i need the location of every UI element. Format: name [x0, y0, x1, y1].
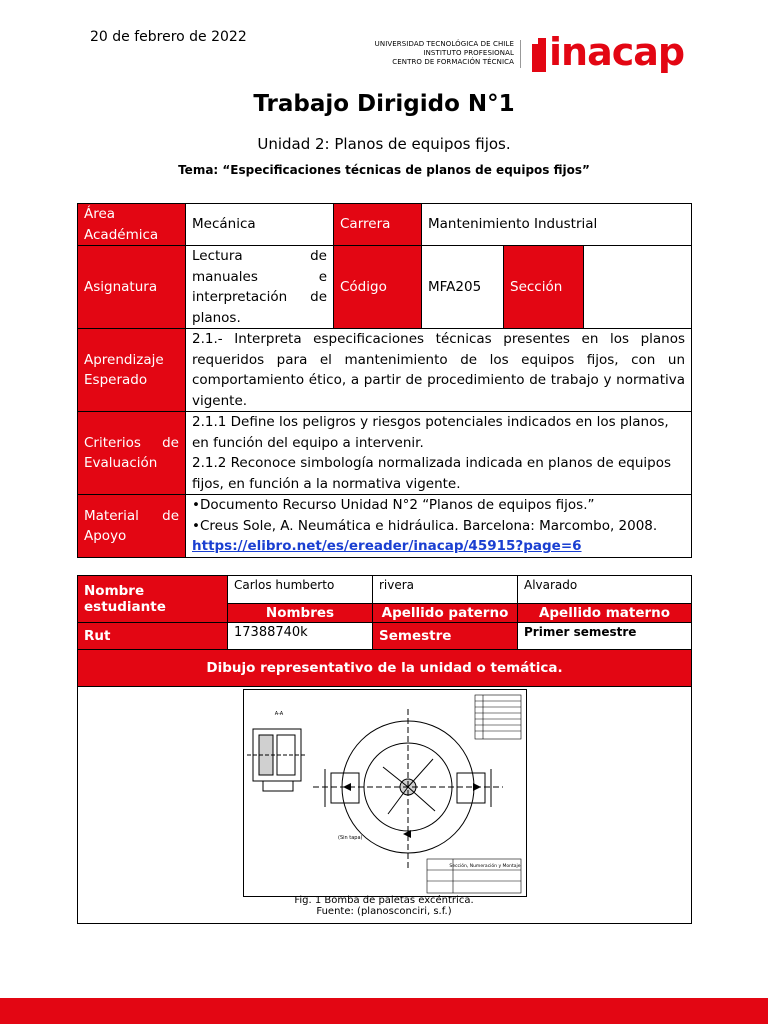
title-block-text: Sección, Numeración y Montaje — [449, 864, 521, 869]
material-item-1: •Documento Recurso Unidad N°2 “Planos de equipos fijos.” — [192, 497, 595, 514]
inacap-logo-mark — [532, 38, 546, 72]
page-title: Trabajo Dirigido N°1 — [253, 91, 515, 117]
carrera-label: Carrera — [334, 204, 422, 246]
seccion-label: Sección — [504, 246, 584, 329]
asignatura-value: Lectura de manuales e interpretación de planos. — [186, 246, 334, 329]
institution-name — [375, 40, 514, 67]
material-label: Material de Apoyo — [78, 495, 186, 558]
rut-value: 17388740k — [228, 623, 373, 650]
codigo-label: Código — [334, 246, 422, 329]
semestre-value: Primer semestre — [518, 623, 692, 650]
materno-header: Apellido materno — [518, 604, 692, 623]
pump-drawing-image — [243, 689, 527, 897]
footer-brand-bar — [0, 998, 768, 1024]
criterios-label: Criterios de Evaluación — [78, 412, 186, 495]
criterios-value — [186, 412, 692, 495]
area-value: Mecánica — [186, 204, 334, 246]
criterio-2: 2.1.2 Reconoce simbología normalizada indicada en planos de equipos fijos, en función a la normativa vigente. — [192, 455, 671, 492]
material-item-2: •Creus Sole, A. Neumática e hidráulica. Barcelona: Marcombo, 2008. — [192, 517, 658, 534]
rut-label: Rut — [78, 623, 228, 650]
institution-line-1: UNIVERSIDAD TECNOLÓGICA DE CHILE — [374, 40, 514, 48]
nombre-label: Nombre estudiante — [78, 576, 228, 623]
drawing-label: (Sin tapa) — [338, 835, 363, 841]
page-subtitle: Unidad 2: Planos de equipos fijos. — [257, 135, 511, 153]
semestre-label: Semestre — [373, 623, 518, 650]
paterno-header: Apellido paterno — [373, 604, 518, 623]
nombres-header: Nombres — [228, 604, 373, 623]
area-label: Área Académica — [78, 204, 186, 246]
codigo-value: MFA205 — [422, 246, 504, 329]
materno-value: Alvarado — [518, 576, 692, 604]
figure-caption-line-1: Fig. 1 Bomba de paletas excéntrica. — [294, 895, 474, 906]
figure-caption — [78, 895, 690, 917]
logo-divider — [520, 40, 521, 68]
institution-line-2: INSTITUTO PROFESIONAL — [423, 49, 514, 57]
aprendizaje-label: Aprendizaje Esperado — [78, 329, 186, 412]
material-value — [186, 495, 692, 558]
paterno-value: rivera — [373, 576, 518, 604]
nombres-value: Carlos humberto — [228, 576, 373, 604]
dibujo-header: Dibujo representativo de la unidad o temática. — [78, 650, 692, 687]
student-info-table — [77, 575, 692, 924]
inacap-logo: inacap — [549, 30, 685, 74]
figure-cell — [78, 687, 692, 924]
aprendizaje-value: 2.1.- Interpreta especificaciones técnicas presentes en los planos requeridos para el mantenimiento de los equipos fijos, con un comportamiento ético, a partir de procedimiento de trabajo y normativa vigente. — [186, 329, 692, 412]
topic-line: Tema: “Especificaciones técnicas de planos de equipos fijos” — [178, 163, 590, 177]
criterio-1: 2.1.1 Define los peligros y riesgos potenciales indicados en los planos, en función del equipo a intervenir. — [192, 414, 669, 451]
asignatura-label: Asignatura — [78, 246, 186, 329]
course-info-table — [77, 203, 692, 558]
figure-caption-line-2: Fuente: (planosconciri, s.f.) — [316, 906, 452, 917]
material-link[interactable]: https://elibro.net/es/ereader/inacap/45915?page=6 — [192, 538, 582, 555]
institution-line-3: CENTRO DE FORMACIÓN TÉCNICA — [392, 58, 514, 66]
carrera-value: Mantenimiento Industrial — [422, 204, 692, 246]
svg-text:A-A: A-A — [274, 711, 284, 717]
document-date: 20 de febrero de 2022 — [90, 29, 247, 45]
seccion-value — [584, 246, 692, 329]
